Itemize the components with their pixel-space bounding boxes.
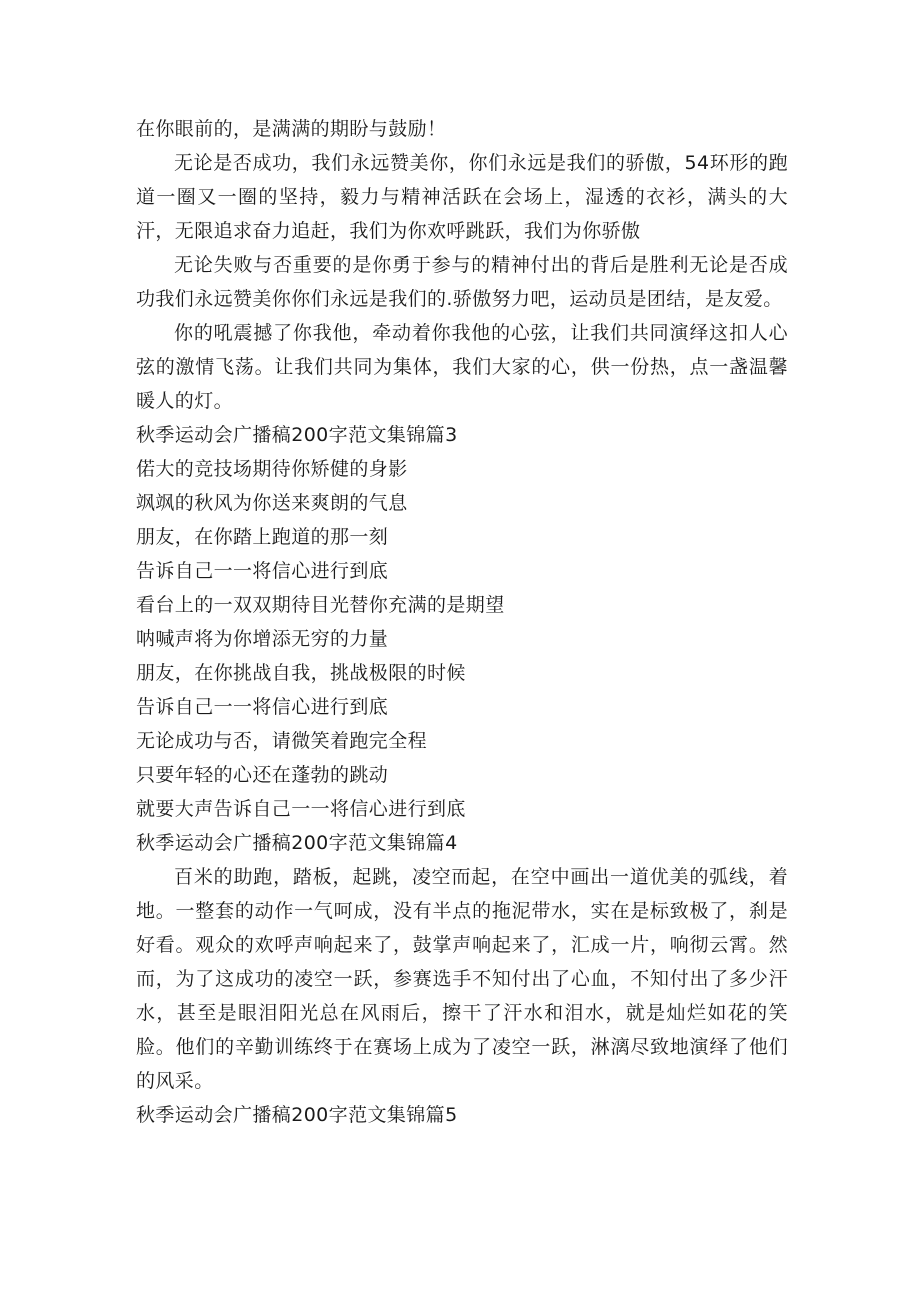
paragraph-praise: 无论是否成功，我们永远赞美你，你们永远是我们的骄傲，54环形的跑道一圈又一圈的坚持，毅力与精神活跃在会场上，湿透的衣衫，满头的大汗，无限追求奋力追赶，我们为你欢呼跳跃，我们为你骄傲 [136,152,788,242]
poem-line: 朋友，在你挑战自我，挑战极限的时候 [136,662,466,684]
paragraph-effort: 无论失败与否重要的是你勇于参与的精神付出的背后是胜利无论是否成功我们永远赞美你你们永远是我们的.骄傲努力吧，运动员是团结，是友爱。 [136,254,788,310]
section-heading-3: 秋季运动会广播稿200字范文集锦篇3 [136,424,458,446]
poem-line: 就要大声告诉自己一一将信心进行到底 [136,798,466,820]
paragraph-roar: 你的吼震撼了你我他，牵动着你我他的心弦，让我们共同演绎这扣人心弦的激情飞荡。让我们共同为集体，我们大家的心，供一份热，点一盏温馨暖人的灯。 [136,322,788,412]
poem-line: 告诉自己一一将信心进行到底 [136,696,389,718]
poem-line: 无论成功与否，请微笑着跑完全程 [136,730,428,752]
poem-line: 呐喊声将为你增添无穷的力量 [136,628,389,650]
paragraph-opening: 在你眼前的，是满满的期盼与鼓励！ [136,118,447,140]
poem-line: 只要年轻的心还在蓬勃的跳动 [136,764,389,786]
poem-line: 偌大的竞技场期待你矫健的身影 [136,458,408,480]
poem-line: 看台上的一双双期待目光替你充满的是期望 [136,594,505,616]
section-heading-5: 秋季运动会广播稿200字范文集锦篇5 [136,1104,458,1126]
section-heading-4: 秋季运动会广播稿200字范文集锦篇4 [136,832,458,854]
poem-line: 告诉自己一一将信心进行到底 [136,560,389,582]
document-body [136,112,788,1132]
poem-line: 朋友，在你踏上跑道的那一刻 [136,526,389,548]
paragraph-long-jump: 百米的助跑，踏板，起跳，凌空而起，在空中画出一道优美的弧线，着地。一整套的动作一气呵成，没有半点的拖泥带水，实在是标致极了，刹是好看。观众的欢呼声响起来了，鼓掌声响起来了，汇成一片，响彻云霄。然而，为了这成功的凌空一跃，参赛选手不知付出了心血，不知付出了多少汗水，甚至是眼泪阳光总在风雨后，擦干了汗水和泪水，就是灿烂如花的笑脸。他们的辛勤训练终于在赛场上成为了凌空一跃，淋漓尽致地演绎了他们的风采。 [136,866,788,1092]
poem-line: 飒飒的秋风为你送来爽朗的气息 [136,492,408,514]
